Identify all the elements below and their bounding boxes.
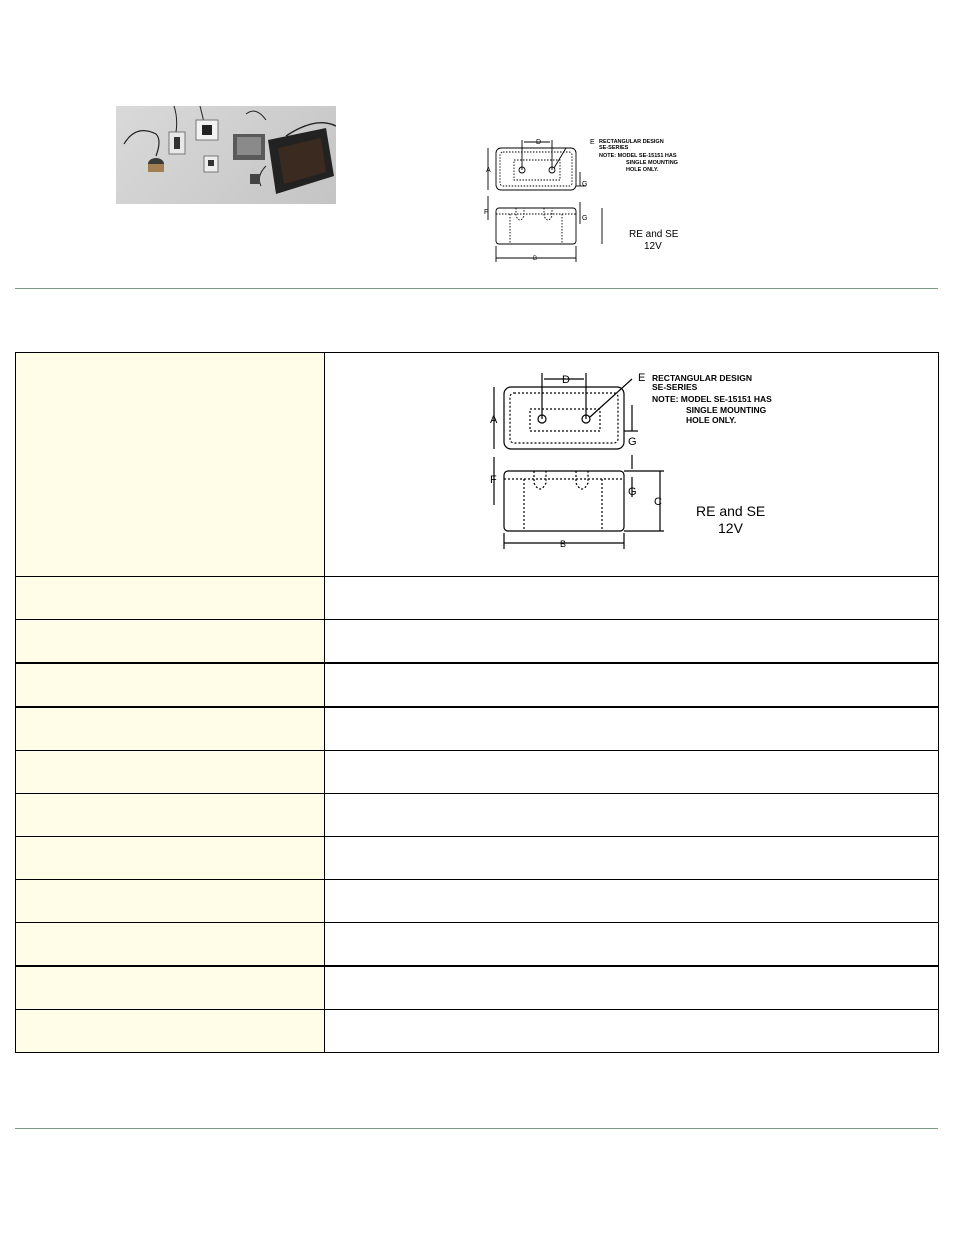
table-row [16, 577, 939, 620]
large-dim-label-e: E [637, 371, 645, 384]
note-line-1: RECTANGULAR DESIGN [599, 139, 664, 145]
spec-label-cell [16, 751, 325, 794]
spec-label-cell [16, 707, 325, 751]
section-divider-top [15, 288, 938, 289]
large-dim-label-b: B [559, 538, 566, 549]
dim-label-a: A [486, 167, 491, 174]
spec-drawing-cell [325, 353, 939, 577]
large-note-line-1: RECTANGULAR DESIGN [651, 372, 752, 383]
spec-label-cell [16, 837, 325, 880]
large-note-line-2: SE-SERIES [651, 381, 697, 392]
dim-label-f: F [484, 209, 489, 216]
product-photo [116, 106, 336, 204]
spec-value-cell [325, 966, 939, 1010]
large-series-line-1: RE and SE [695, 502, 765, 519]
table-row [16, 794, 939, 837]
large-dim-label-g-side: G [627, 485, 637, 498]
dim-label-g-side: G [582, 215, 588, 222]
dim-label-d: D [536, 139, 542, 146]
note-line-2: SE-SERIES [599, 145, 629, 151]
spec-label-cell [16, 620, 325, 664]
large-dim-label-g: G [627, 435, 637, 448]
table-row [16, 620, 939, 664]
series-line-1: RE and SE [629, 229, 679, 240]
table-row [16, 966, 939, 1010]
large-dim-label-d: D [561, 373, 570, 386]
dim-label-b: B [533, 256, 538, 262]
note-line-4: SINGLE MOUNTING [626, 160, 678, 166]
spec-table [15, 352, 939, 1053]
spec-value-cell [325, 751, 939, 794]
table-row [16, 923, 939, 967]
large-dimension-drawing [482, 365, 782, 565]
table-row [16, 663, 939, 707]
note-line-5: HOLE ONLY. [626, 167, 659, 173]
large-drawing-top-view [494, 373, 638, 469]
spec-label-cell [16, 966, 325, 1010]
note-line-3: NOTE: MODEL SE-15151 HAS [599, 153, 677, 159]
large-note-line-3: NOTE: MODEL SE-15151 HAS [651, 393, 772, 404]
magnets-photo-icon [116, 106, 336, 204]
drawing-side-view [488, 196, 602, 262]
spec-value-cell [325, 837, 939, 880]
large-drawing-side-view [494, 457, 664, 549]
spec-value-cell [325, 1010, 939, 1053]
spec-label-cell [16, 353, 325, 577]
section-divider-bottom [15, 1128, 938, 1129]
spec-value-cell [325, 663, 939, 707]
spec-value-cell [325, 794, 939, 837]
dim-label-e: E [590, 139, 595, 146]
spec-value-cell [325, 707, 939, 751]
table-row [16, 751, 939, 794]
dim-label-g: G [582, 181, 588, 188]
table-row [16, 880, 939, 923]
spec-label-cell [16, 880, 325, 923]
large-dim-label-a: A [489, 413, 497, 426]
spec-value-cell [325, 923, 939, 967]
large-series-line-2: 12V [717, 519, 743, 536]
spec-value-cell [325, 880, 939, 923]
large-dim-label-f: F [489, 473, 497, 486]
table-row [16, 1010, 939, 1053]
small-dimension-drawing [478, 132, 702, 266]
spec-value-cell [325, 620, 939, 664]
spec-label-cell [16, 1010, 325, 1053]
large-note-line-5: HOLE ONLY. [685, 414, 736, 425]
table-row [16, 707, 939, 751]
spec-label-cell [16, 794, 325, 837]
series-line-2: 12V [644, 241, 662, 252]
table-row [16, 353, 939, 577]
spec-label-cell [16, 577, 325, 620]
spec-label-cell [16, 663, 325, 707]
drawing-top-view [488, 140, 586, 190]
large-note-line-4: SINGLE MOUNTING [685, 404, 766, 415]
spec-label-cell [16, 923, 325, 967]
spec-value-cell [325, 577, 939, 620]
large-dim-label-c: C [653, 495, 662, 508]
table-row [16, 837, 939, 880]
